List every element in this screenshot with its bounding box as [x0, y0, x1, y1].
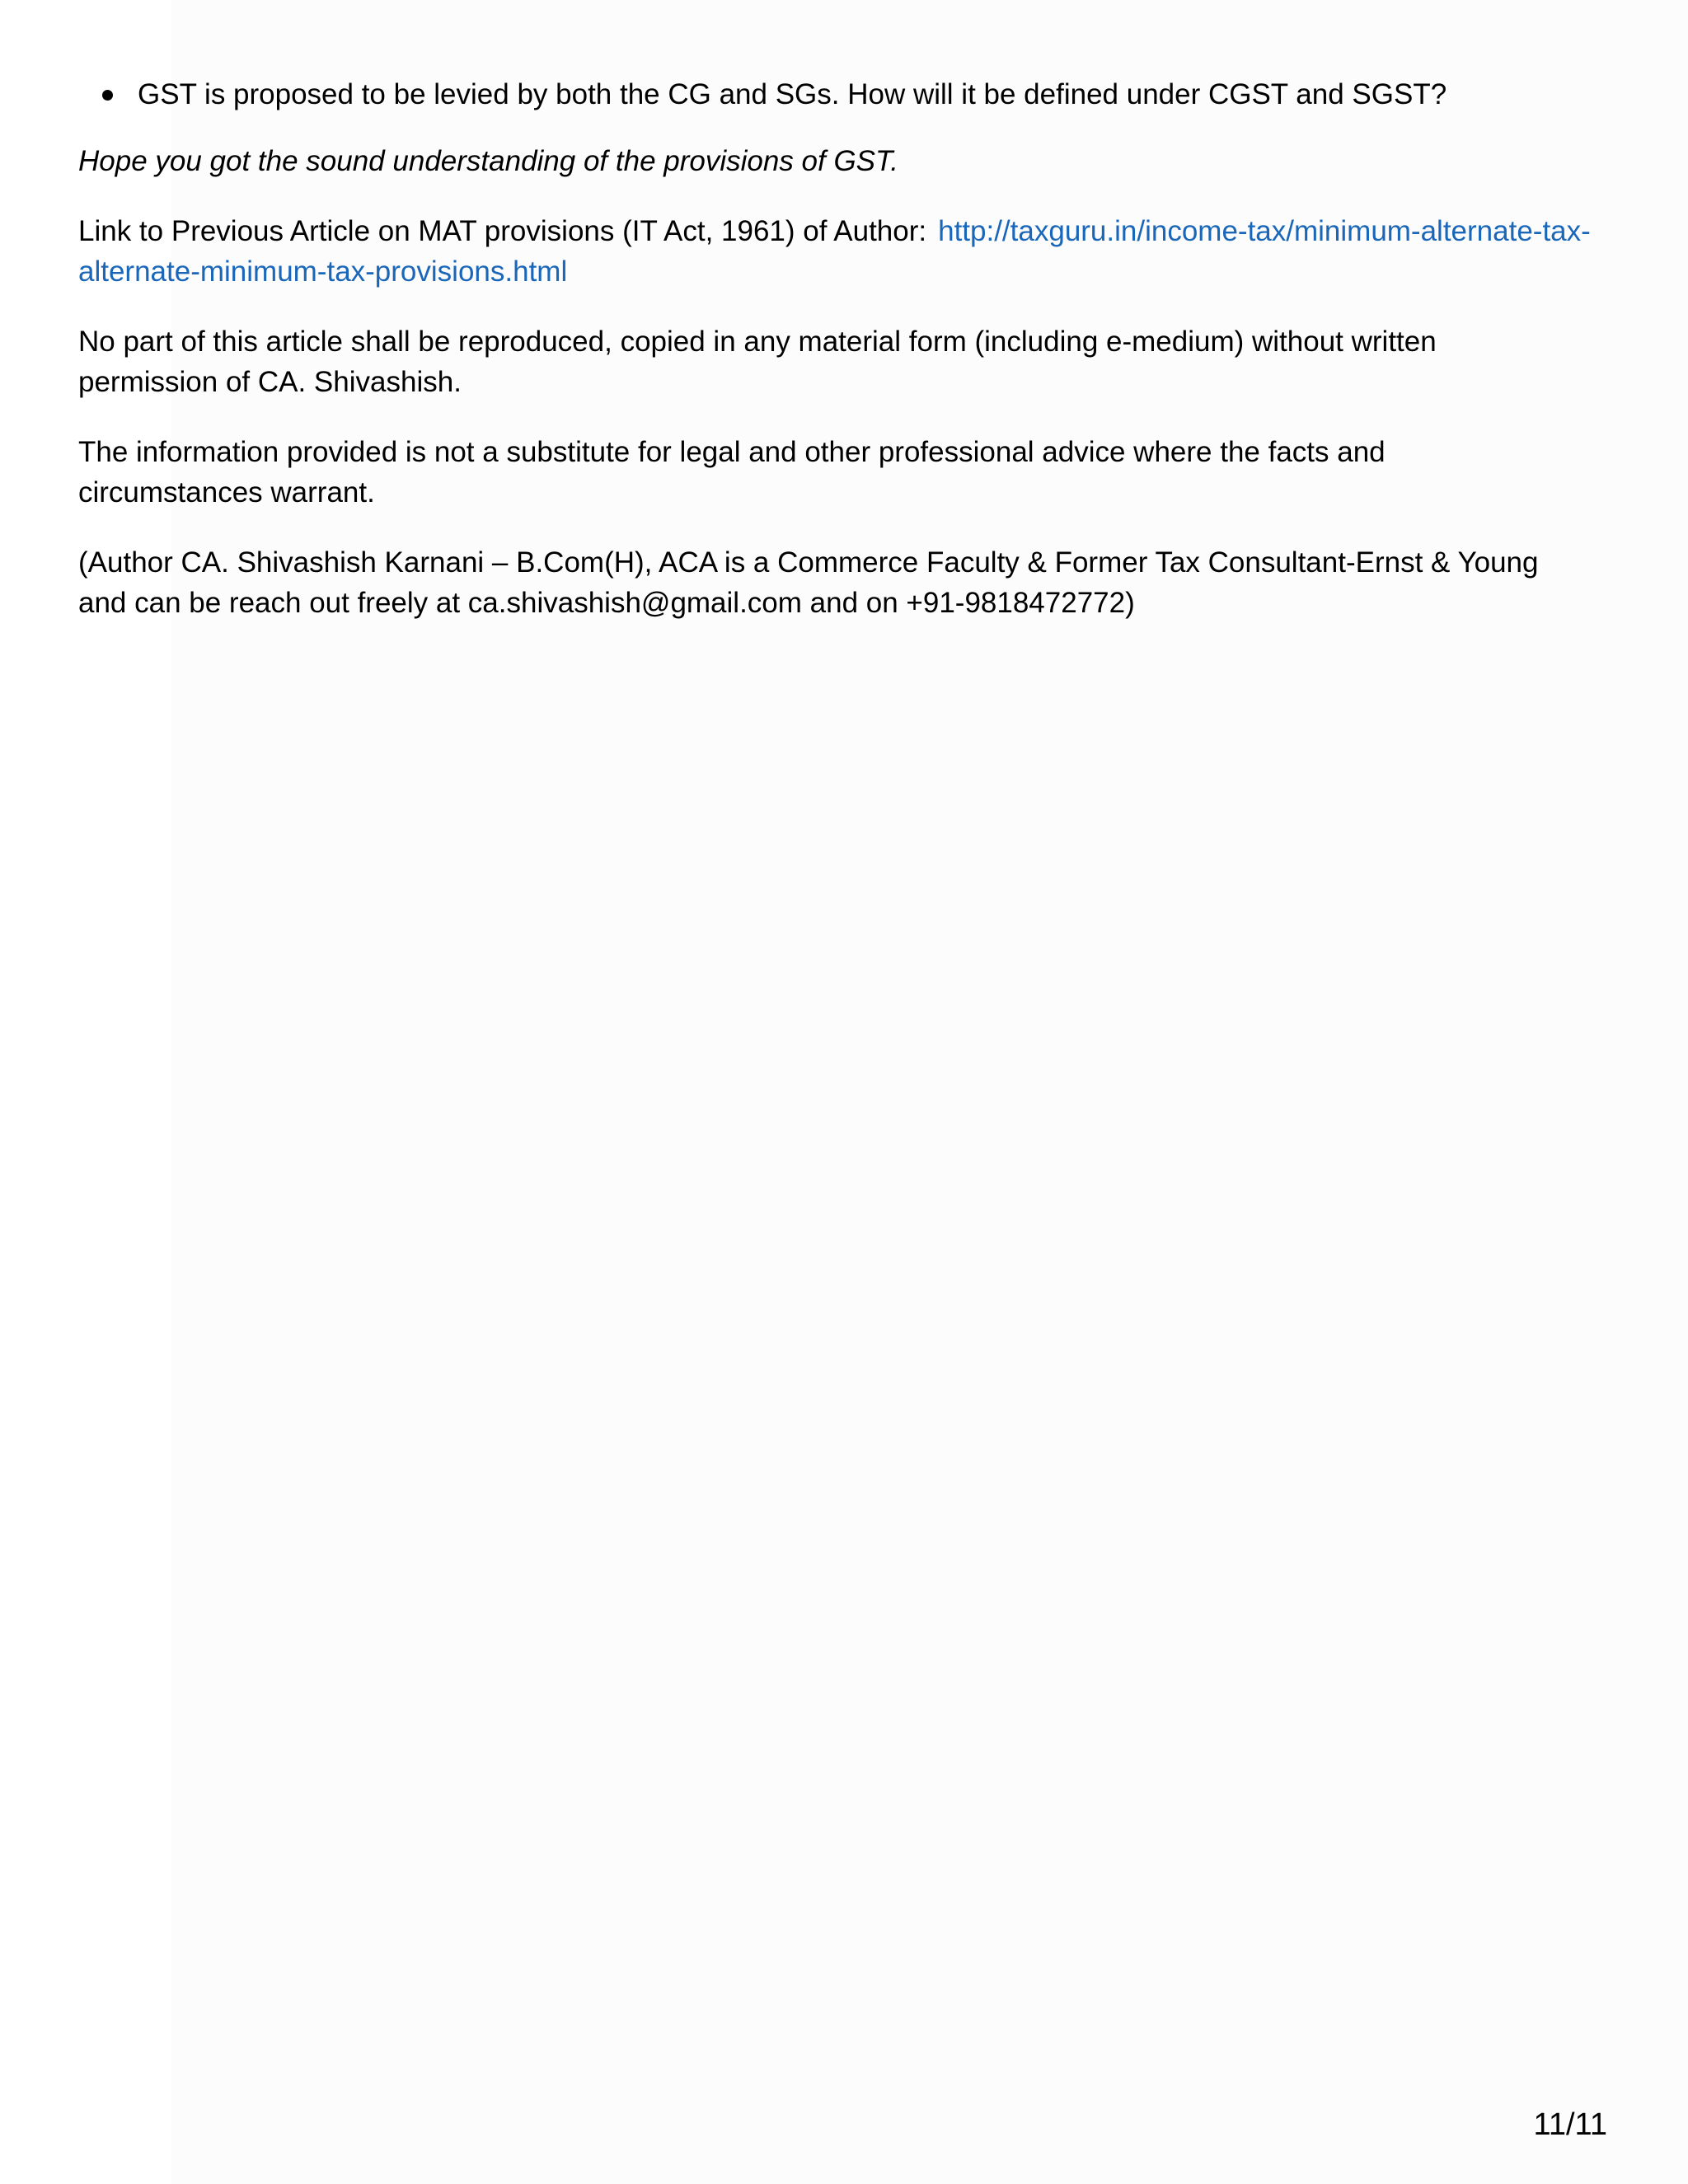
closing-line: Hope you got the sound understanding of the provisions of GST. [78, 145, 898, 177]
disclaimer: The information provided is not a substitute for legal and other professional advice where the facts and circumstances warrant. [78, 436, 1386, 509]
question-item [138, 74, 1611, 115]
question-list [78, 74, 1611, 115]
page-number: 11/11 [1533, 2107, 1607, 2142]
previous-article-paragraph [78, 211, 1611, 292]
previous-article-label: Link to Previous Article on MAT provisions (IT Act, 1961) of Author: [78, 215, 927, 247]
article-content [78, 74, 1611, 623]
copyright-notice: No part of this article shall be reproduced, copied in any material form (including e-medium) without written permission of CA. Shivashish. [78, 326, 1437, 398]
question-text: GST is proposed to be levied by both the CG and SGs. How will it be defined under CGST and SGST? [138, 78, 1447, 110]
bullet-icon [102, 90, 113, 101]
previous-article-link[interactable]: http://taxguru.in/income-tax/minimum-alternate-tax-alternate-minimum-tax-provisions.html [78, 215, 1591, 288]
author-info: (Author CA. Shivashish Karnani – B.Com(H), ACA is a Commerce Faculty & Former Tax Consultant-Ernst & Young and can be reach out freely at ca.shivashish@gmail.com and on +91-9818472772) [78, 546, 1539, 619]
